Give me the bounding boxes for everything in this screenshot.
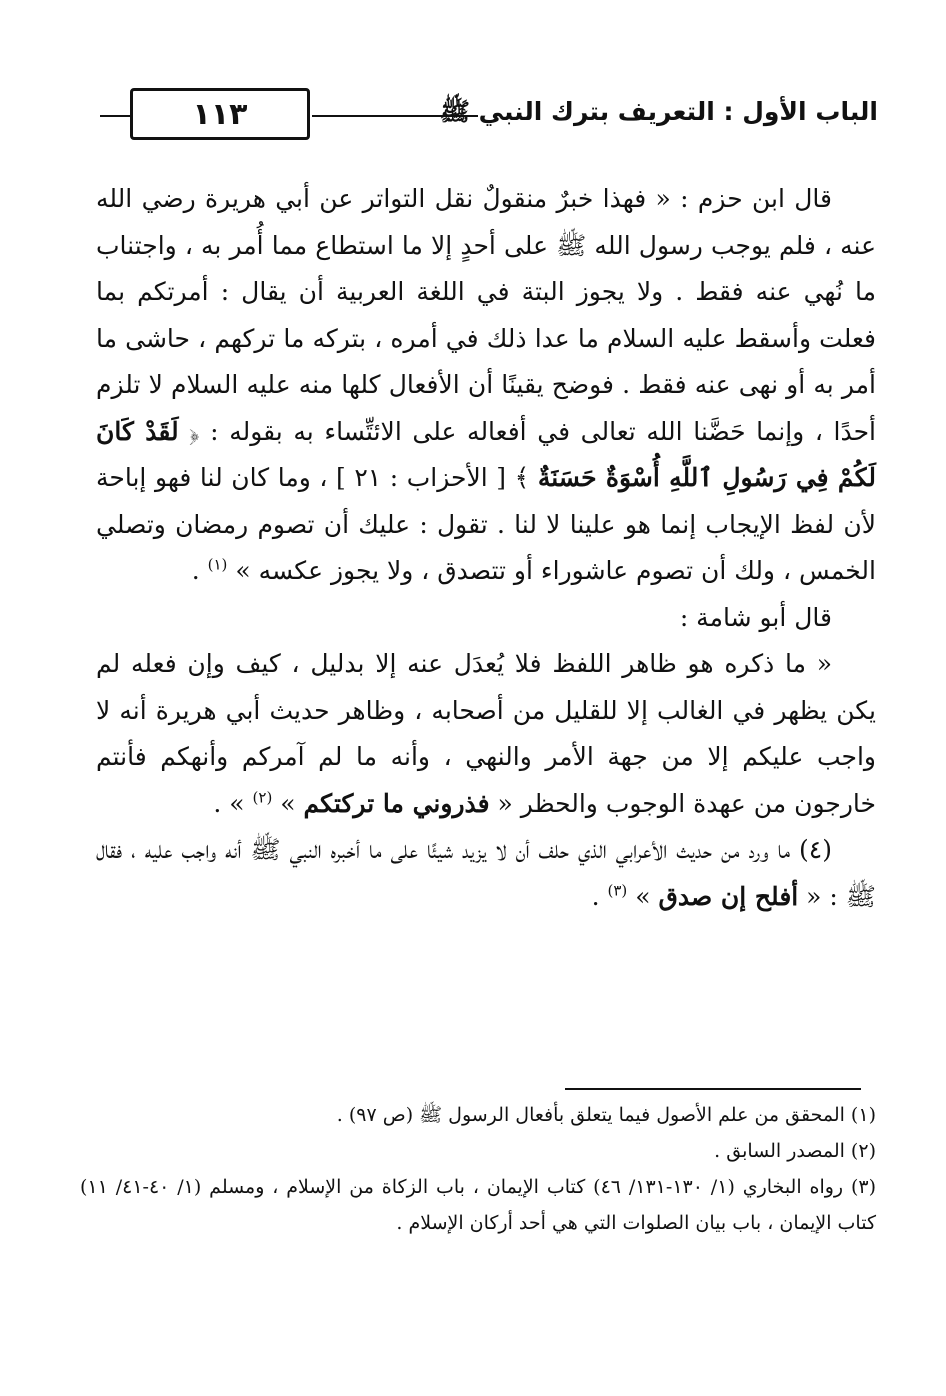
hadith-quote: فذروني ما تركتكم [303,788,490,818]
paragraph-text: « ما ذكره هو ظاهر اللفظ فلا يُعدَل عنه إلا بدليل ، كيف وإن فعله لم يكن يظهر في الغالب إلا للقليل من أصحابه ، وظاهر حديث أبي هريرة أنه لا واجب عليكم إلا من جهة الأمر والنهي ، وأنه ما لم آمركم وأنهكم فأنتم خارجون من عهدة الوجوب والحظر « [96,649,876,818]
paragraph-abu-shama-heading: قال أبو شامة : [679,602,832,632]
paragraph-text: (٤) ما ورد من حديث الأعرابي الذي حلف أن لا يزيد شيئًا على ما أخبره النبي ﷺ أنه واجب عليه ، فقال ﷺ : « [96,835,876,911]
paragraph-text: » [280,788,304,818]
quran-verse: لَقَدْ كَانَ لَكُمْ فِي رَسُولِ ٱللَّهِ أُسْوَةٌ حَسَنَةٌ [96,416,876,492]
footnote-ref: (٣) [607,881,628,900]
page-header [100,88,878,140]
footnote-ref: (١) [207,555,228,574]
paragraph-abu-shama [96,641,876,827]
paragraph-end: » . [213,788,253,818]
main-text [96,176,876,920]
paragraph-bedouin-hadith [96,827,876,920]
header-rule-left [100,115,130,117]
paragraph-ibn-hazm [96,176,876,595]
footnote-2: (٢) المصدر السابق . [714,1140,876,1162]
footnote-1: (١) المحقق من علم الأصول فيما يتعلق بأفعال الرسول ﷺ (ص ٩٧) . [336,1104,876,1126]
paragraph-text: ﴾ [ الأحزاب : ٢١ ] ، وما كان لنا فهو إباحة لأن لفظ الإيجاب إنما هو علينا لا لنا . تقول : عليك أن تصوم رمضان وتصلي الخمس ، ولك أن تصوم عاشوراء أو تتصدق ، ولا يجوز عكسه » [96,463,876,585]
chapter-title: الباب الأول : التعريف بترك النبي ﷺ [439,97,878,126]
header-rule [312,115,478,117]
footnote-ref: (٢) [252,788,273,807]
paragraph-text: » [635,881,659,911]
footnote-3: (٣) رواه البخاري (١/ ١٣٠-١٣١/ ٤٦) كتاب الإيمان ، باب الزكاة من الإسلام ، ومسلم (١/ ٤٠-٤١/ ١١) كتاب الإيمان ، باب بيان الصلوات التي هي أحد أركان الإسلام . [80,1176,876,1234]
hadith-quote: أفلح إن صدق [658,881,799,911]
paragraph-end: . [591,881,608,911]
paragraph-end: . [191,556,208,585]
page-number-box [130,88,310,140]
footnote-separator [565,1088,861,1090]
paragraph-text: قال ابن حزم : « فهذا خبرٌ منقولٌ نقل التواتر عن أبي هريرة رضي الله عنه ، فلم يوجب رسول الله ﷺ على أحدٍ إلا ما استطاع مما أُمر به ، واجتناب ما نُهي عنه فقط . ولا يجوز البتة في اللغة العربية أن يقال : أمرتكم بما فعلت وأسقط عليه السلام ما عدا ذلك في أمره ، بتركه ما تركهم ، حاشى ما أمر به أو نهى عنه فقط . فوضح يقينًا أن الأفعال كلها منه عليه السلام لا تلزم أحدًا ، وإنما حَضَّنا الله تعالى في أفعاله على الائتِّساء به بقوله : ﴿ [96,184,876,446]
page-number: ١١٣ [192,96,248,132]
footnotes [80,1097,876,1241]
